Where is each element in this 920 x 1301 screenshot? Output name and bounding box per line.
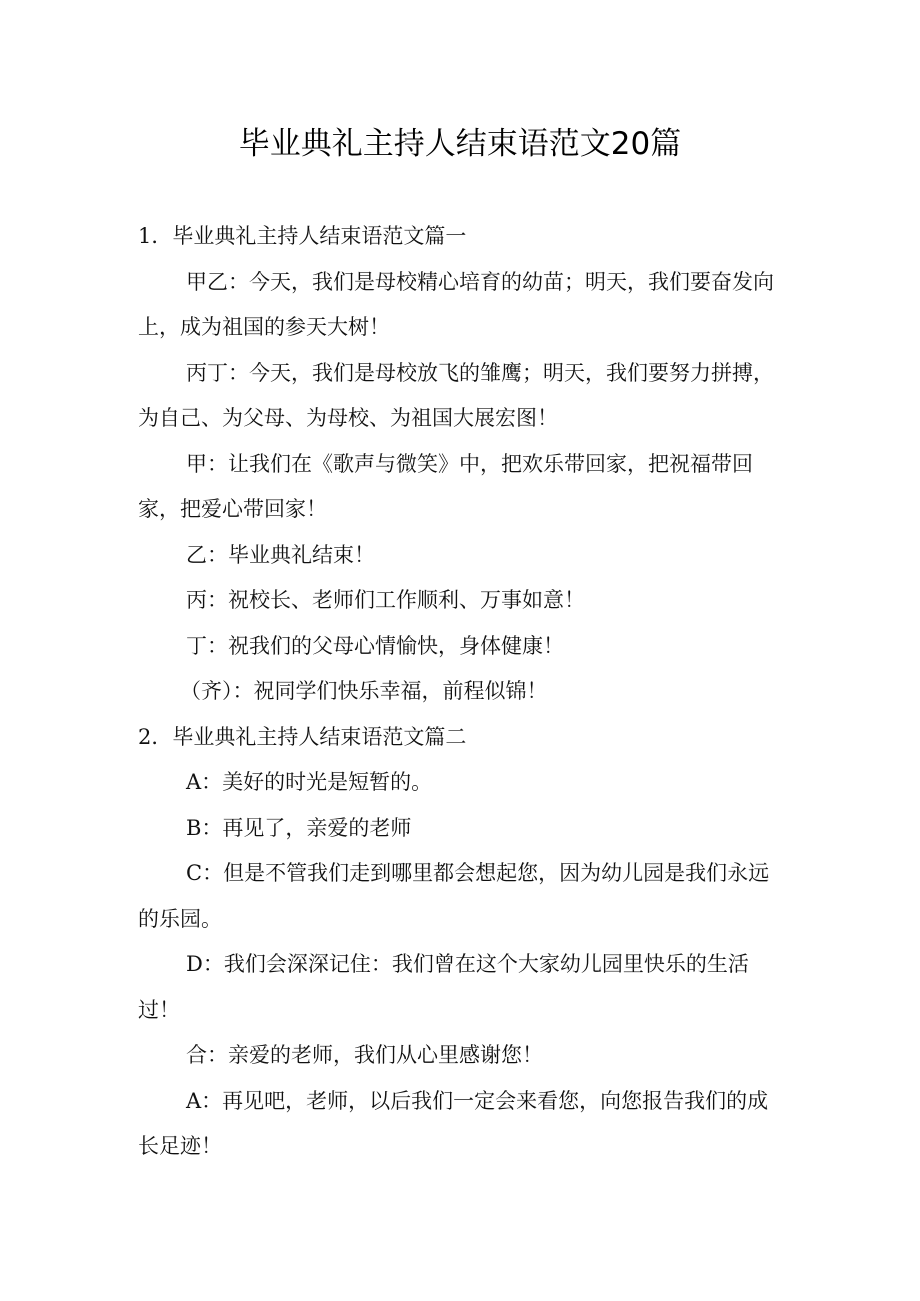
section-heading-2: 2．毕业典礼主持人结束语范文篇二: [138, 724, 467, 749]
paragraph: 甲：让我们在《歌声与微笑》中，把欢乐带回家，把祝福带回家，把爱心带回家！: [138, 451, 753, 521]
document-body: [138, 214, 783, 1170]
paragraph: 丁：祝我们的父母心情愉快，身体健康！: [186, 633, 564, 658]
paragraph: A：美好的时光是短暂的。: [186, 770, 433, 794]
paragraph: 合：亲爱的老师，我们从心里感谢您！: [186, 1043, 543, 1067]
paragraph: D：我们会深深记住：我们曾在这个大家幼儿园里快乐的生活过！: [138, 952, 749, 1022]
paragraph: B：再见了，亲爱的老师: [186, 815, 412, 840]
paragraph: 乙：毕业典礼结束！: [186, 542, 375, 567]
section-heading-1: 1．毕业典礼主持人结束语范文篇一: [138, 224, 467, 248]
paragraph: 丙：祝校长、老师们工作顺利、万事如意！: [186, 588, 585, 612]
document-title: 毕业典礼主持人结束语范文20篇: [238, 126, 682, 162]
paragraph: 甲乙：今天，我们是母校精心培育的幼苗；明天，我们要奋发向上，成为祖国的参天大树！: [138, 269, 774, 339]
paragraph: C：但是不管我们走到哪里都会想起您，因为幼儿园是我们永远的乐园。: [138, 861, 770, 931]
paragraph: （齐）：祝同学们快乐幸福，前程似锦！: [180, 679, 548, 703]
paragraph: A：再见吧，老师，以后我们一定会来看您，向您报告我们的成长足迹！: [138, 1088, 769, 1158]
paragraph: 丙丁：今天，我们是母校放飞的雏鹰；明天，我们要努力拼搏，为自己、为父母、为母校、为祖国大展宏图！: [138, 360, 774, 430]
